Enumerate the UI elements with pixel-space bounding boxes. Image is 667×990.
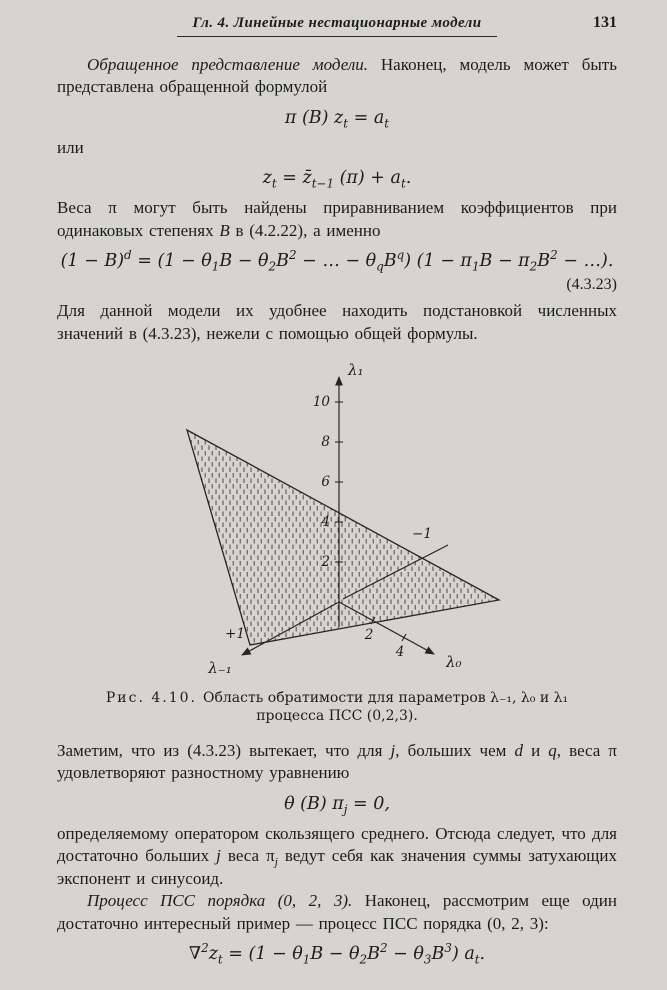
math-part: (π) + a: [334, 168, 401, 189]
math-part: = (1 − θ: [222, 943, 303, 964]
lambda0-axis-label: λ₀: [446, 653, 462, 672]
paragraph-text: в (4.2.22), а именно: [229, 220, 381, 240]
math-part: = z̄: [276, 168, 312, 189]
paragraph-text: определяемому оператором скользящего среднего. Отсюда следует, что для достаточно больших: [57, 823, 617, 866]
math-part: .: [405, 168, 412, 189]
math-sub: t−1: [311, 176, 335, 191]
math-part: .: [479, 943, 486, 964]
figure-caption-label: Рис. 4.10.: [105, 690, 197, 707]
math-sub: 2: [529, 259, 538, 274]
figure-4-10: [57, 357, 617, 726]
math-part: B: [367, 943, 380, 964]
math-part: π (B) z: [284, 107, 344, 128]
paragraph-lead: Обращенное представление модели.: [87, 55, 368, 74]
math-part: − …).: [557, 251, 614, 272]
math-part: z: [208, 943, 218, 964]
math-sub: t: [271, 176, 277, 191]
figure-caption-text: Область обратимости для параметров λ₋₁, λ₀ и λ₁ процесса ПСС (0,2,3).: [202, 690, 569, 724]
x-tick-label: 2: [364, 627, 374, 644]
x-tick: [402, 634, 406, 641]
math-sup: d: [124, 248, 132, 263]
y-tick-label: 2: [321, 554, 330, 571]
math-var: B: [219, 220, 230, 240]
math-sub: 2: [268, 259, 277, 274]
math-var: j: [216, 846, 221, 866]
paragraph-text: Наконец, модель может быть представлена обращенной формулой: [57, 55, 617, 97]
x-tick-label: 4: [395, 644, 405, 661]
math-sup: 2: [380, 941, 388, 956]
math-part: − θ: [387, 943, 424, 964]
math-part: z: [262, 168, 272, 189]
math-part: B − θ: [310, 943, 360, 964]
math-part: B − θ: [219, 251, 269, 272]
math-sup: 2: [288, 248, 297, 263]
paragraph-text: , больших чем: [395, 740, 515, 760]
math-part: θ (B) π: [284, 793, 344, 814]
math-sub: t: [474, 952, 480, 967]
math-part: (1 − B): [60, 251, 125, 272]
lambda-minus1-axis-label: λ₋₁: [208, 659, 232, 678]
running-head: [57, 14, 617, 40]
paragraph-text: Веса π могут быть найдены приравниванием коэффициентов при одинаковых степенях: [57, 198, 617, 240]
minus1-label: −1: [412, 526, 432, 543]
page-number: 131: [593, 14, 617, 31]
math-sub: 1: [302, 952, 311, 967]
paragraph-text: веса π: [220, 846, 275, 866]
math-part: = (1 − θ: [131, 251, 212, 272]
math-sup: q: [396, 248, 405, 263]
math-part: − … − θ: [296, 251, 377, 272]
math-sub: t: [400, 176, 406, 191]
math-var: d: [514, 740, 524, 760]
formula-pi-operator: [57, 107, 617, 131]
math-part: = a: [348, 107, 385, 128]
paragraph-or: или: [57, 137, 84, 157]
math-sup: 2: [550, 248, 558, 263]
math-sub: j: [274, 855, 278, 869]
formula-z-forecast: [57, 168, 617, 191]
paragraph-text: , веса π удовлетворяют разностному уравнению: [57, 740, 618, 783]
math-part: B − π: [479, 251, 530, 272]
paragraph-text: и: [523, 740, 549, 760]
formula-nabla-squared: [57, 941, 617, 967]
y-tick-label: 8: [321, 434, 330, 451]
math-sub: 2: [359, 952, 368, 967]
math-part: B: [383, 251, 397, 272]
paragraph-moving-average: [57, 823, 617, 890]
paragraph-inverted-representation: [57, 54, 617, 99]
paragraph-text: ведут себя как значения суммы затухающих экспонент и синусоид.: [57, 846, 617, 888]
paragraph-text: Заметим, что из (4.3.23) вытекает, что для: [57, 740, 391, 760]
math-part: B: [276, 251, 289, 272]
math-sub: t: [343, 116, 349, 131]
paragraph-text: Наконец, рассмотрим еще один достаточно интересный пример — процесс ПСС порядка (0, 2, 3):: [57, 891, 617, 933]
y-tick-label: 10: [312, 394, 330, 411]
math-part: ∇: [188, 943, 202, 964]
paragraph-pss-process: [57, 890, 617, 935]
math-var: q: [548, 740, 557, 760]
plus1-label: +1: [225, 626, 245, 643]
lambda1-axis-label: λ₁: [348, 361, 364, 380]
paragraph-substitution: Для данной модели их удобнее находить подстановкой численных значений в (4.3.23), нежели с помощью общей формулы.: [57, 301, 617, 343]
invertibility-region-shape: [187, 430, 499, 645]
paragraph-lead: Процесс ПСС порядка (0, 2, 3).: [87, 891, 353, 911]
math-sub: j: [343, 802, 348, 817]
y-tick-label: 6: [321, 474, 330, 491]
math-sub: 1: [471, 259, 480, 274]
math-sub: t: [217, 952, 223, 967]
math-part: B: [537, 251, 551, 272]
math-part: ) a: [451, 943, 475, 964]
math-part: = 0,: [347, 793, 390, 814]
math-sub: 3: [423, 952, 432, 967]
figure-caption: [75, 690, 600, 726]
paragraph-note: [57, 740, 617, 785]
math-sub: q: [376, 259, 384, 274]
equation-number: (4.3.23): [566, 276, 617, 294]
y-tick-label: 4: [321, 514, 330, 531]
math-sup: 2: [201, 941, 209, 956]
math-part: ) (1 − π: [404, 251, 472, 272]
invertibility-region-plot: [102, 357, 572, 677]
math-var: j: [390, 740, 396, 760]
math-sub: 1: [211, 259, 220, 274]
formula-theta-pi-zero: [57, 793, 617, 817]
math-part: B: [431, 943, 445, 964]
math-sub: t: [384, 116, 390, 131]
paragraph-weights-pi: [57, 197, 617, 242]
chapter-title: Гл. 4. Линейные нестационарные модели: [177, 15, 498, 37]
math-sup: 3: [444, 941, 452, 956]
formula-4-3-23: [57, 248, 617, 274]
